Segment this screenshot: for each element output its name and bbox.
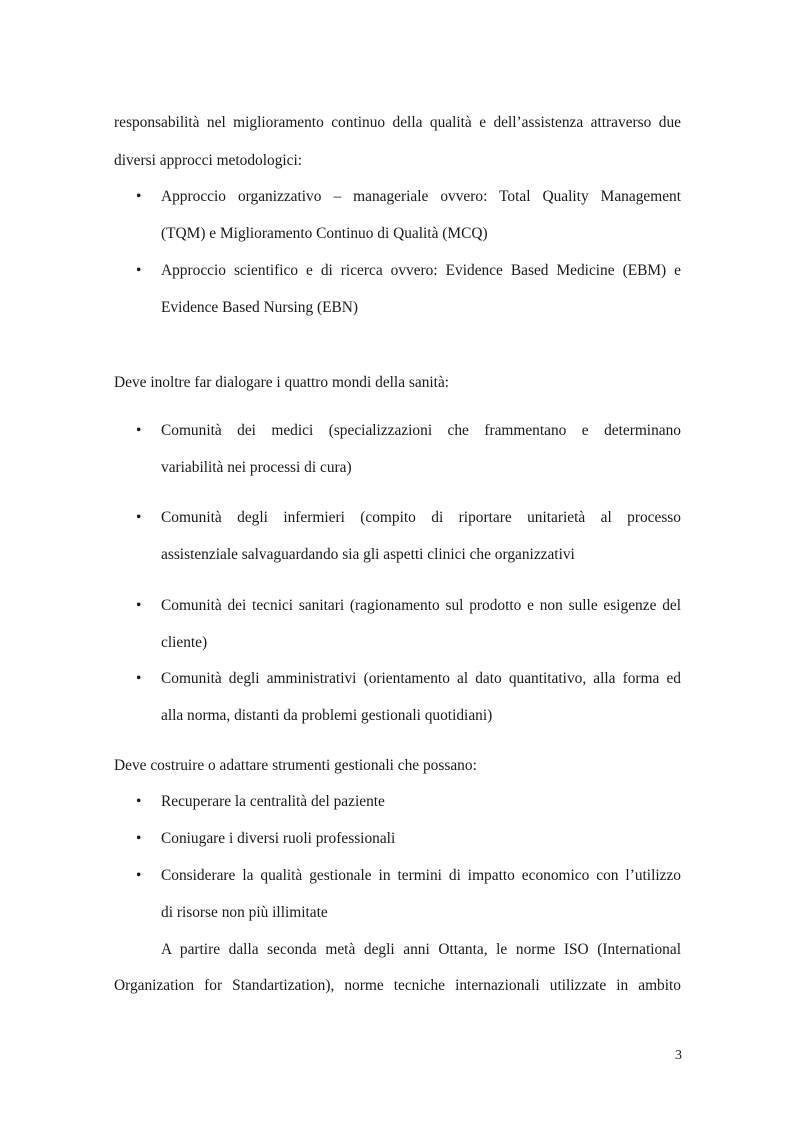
tool-3-line-2: di risorse non più illimitate: [161, 904, 328, 921]
tool-2-line-1: Coniugare i diversi ruoli professionali: [161, 830, 396, 847]
world-1-line-1: Comunità dei medici (specializzazioni che frammentano e determinano: [161, 422, 681, 439]
bullet-icon: •: [136, 422, 142, 439]
intro-line-1: responsabilità nel miglioramento continuo della qualità e dell’assistenza attraverso due: [114, 114, 681, 131]
bullet-icon: •: [136, 830, 142, 847]
tools-intro: Deve costruire o adattare strumenti gestionali che possano:: [114, 757, 477, 774]
intro-line-2: diversi approcci metodologici:: [114, 152, 303, 169]
bullet-icon: •: [136, 262, 142, 279]
world-1-line-2: variabilità nei processi di cura): [161, 459, 352, 476]
page-number: 3: [675, 1048, 682, 1063]
approach-1-line-1: Approccio organizzativo – manageriale ovvero: Total Quality Management: [161, 188, 681, 205]
world-4-line-1: Comunità degli amministrativi (orientamento al dato quantitativo, alla forma ed: [161, 670, 681, 687]
iso-para-line-1: A partire dalla seconda metà degli anni Ottanta, le norme ISO (International: [161, 941, 681, 958]
bullet-icon: •: [136, 670, 142, 687]
approach-2-line-1: Approccio scientifico e di ricerca ovvero: Evidence Based Medicine (EBM) e: [161, 262, 681, 279]
iso-para-line-2: Organization for Standartization), norme tecniche internazionali utilizzate in ambito: [114, 977, 681, 994]
world-3-line-2: cliente): [161, 634, 208, 651]
world-4-line-2: alla norma, distanti da problemi gestionali quotidiani): [161, 707, 493, 724]
approach-2-line-2: Evidence Based Nursing (EBN): [161, 299, 359, 316]
bullet-icon: •: [136, 509, 142, 526]
world-3-line-1: Comunità dei tecnici sanitari (ragionamento sul prodotto e non sulle esigenze del: [161, 597, 681, 614]
worlds-intro: Deve inoltre far dialogare i quattro mondi della sanità:: [114, 374, 450, 391]
bullet-icon: •: [136, 867, 142, 884]
world-2-line-1: Comunità degli infermieri (compito di riportare unitarietà al processo: [161, 509, 681, 526]
world-2-line-2: assistenziale salvaguardando sia gli aspetti clinici che organizzativi: [161, 546, 575, 563]
tool-1-line-1: Recuperare la centralità del paziente: [161, 793, 385, 810]
bullet-icon: •: [136, 597, 142, 614]
bullet-icon: •: [136, 793, 142, 810]
bullet-icon: •: [136, 188, 142, 205]
approach-1-line-2: (TQM) e Miglioramento Continuo di Qualità (MCQ): [161, 225, 488, 242]
tool-3-line-1: Considerare la qualità gestionale in termini di impatto economico con l’utilizzo: [161, 867, 681, 884]
